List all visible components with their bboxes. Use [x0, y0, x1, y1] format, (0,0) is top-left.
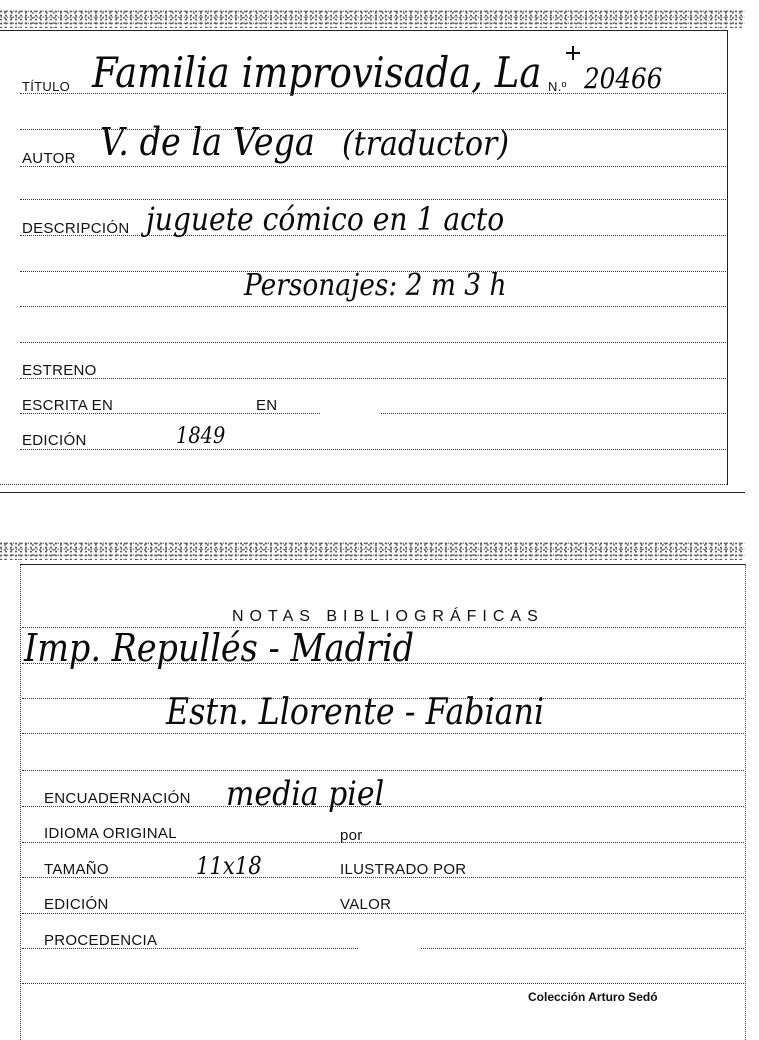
label-por: por: [340, 827, 363, 844]
card-edge-texture: [0, 10, 745, 28]
ruled-line: [22, 842, 744, 843]
label-en: EN: [256, 397, 278, 414]
handwritten-printer: Imp. Repullés - Madrid: [24, 626, 415, 670]
label-procedencia: PROCEDENCIA: [44, 932, 158, 949]
ruled-line: [20, 342, 726, 343]
handwritten-description: juguete cómico en 1 acto: [146, 200, 505, 238]
card-separator: [0, 492, 745, 493]
label-idioma-original: IDIOMA ORIGINAL: [44, 825, 177, 842]
card-right-border: [727, 30, 728, 485]
card-edge-texture: [0, 542, 745, 560]
label-encuadernacion: ENCUADERNACIÓN: [44, 790, 191, 807]
ruled-line: [22, 733, 744, 734]
card-top-border: [0, 30, 728, 31]
ruled-line: [22, 770, 744, 771]
label-estreno: ESTRENO: [22, 362, 97, 379]
label-valor: VALOR: [340, 896, 392, 913]
handwritten-number: 20466: [584, 62, 663, 95]
card-left-border: [20, 564, 21, 1040]
ruled-line: [22, 983, 744, 984]
label-tamano: TAMAÑO: [44, 861, 109, 878]
plus-mark: [566, 46, 580, 60]
label-titulo: TÍTULO: [22, 79, 71, 94]
card-right-border: [745, 564, 746, 1040]
ruled-line: [20, 306, 726, 307]
label-escrita-en: ESCRITA EN: [22, 397, 114, 414]
catalog-card-bottom: [0, 530, 759, 1028]
handwritten-characters: Personajes: 2 m 3 h: [244, 268, 507, 303]
notes-title: NOTAS BIBLIOGRÁFICAS: [232, 608, 544, 625]
handwritten-edition: 1849: [176, 424, 226, 449]
redacted-stamp: [358, 920, 420, 978]
label-edicion-bottom: EDICIÓN: [44, 896, 109, 913]
ruled-line: [20, 378, 726, 379]
handwritten-establishment: Estn. Llorente - Fabiani: [166, 692, 545, 733]
label-numero: N.º: [548, 79, 567, 94]
handwritten-title: Familia improvisada, La: [92, 48, 542, 97]
label-ilustrado-por: ILUSTRADO POR: [340, 861, 467, 878]
handwritten-size: 11x18: [196, 852, 262, 880]
ruled-line: [20, 166, 726, 167]
handwritten-binding: media piel: [226, 774, 385, 814]
catalog-card-top: [0, 0, 759, 495]
collection-footer: Colección Arturo Sedó: [528, 990, 658, 1004]
label-autor: AUTOR: [22, 150, 76, 167]
redacted-stamp: [320, 380, 380, 440]
ruled-line: [22, 913, 744, 914]
handwritten-author: V. de la Vega: [100, 120, 315, 164]
ruled-line: [0, 484, 727, 485]
handwritten-author-note: (traductor): [342, 124, 510, 164]
ruled-line: [20, 449, 726, 450]
card-top-border: [20, 564, 745, 565]
label-edicion: EDICIÓN: [22, 432, 87, 449]
label-descripcion: DESCRIPCIÓN: [22, 220, 130, 237]
